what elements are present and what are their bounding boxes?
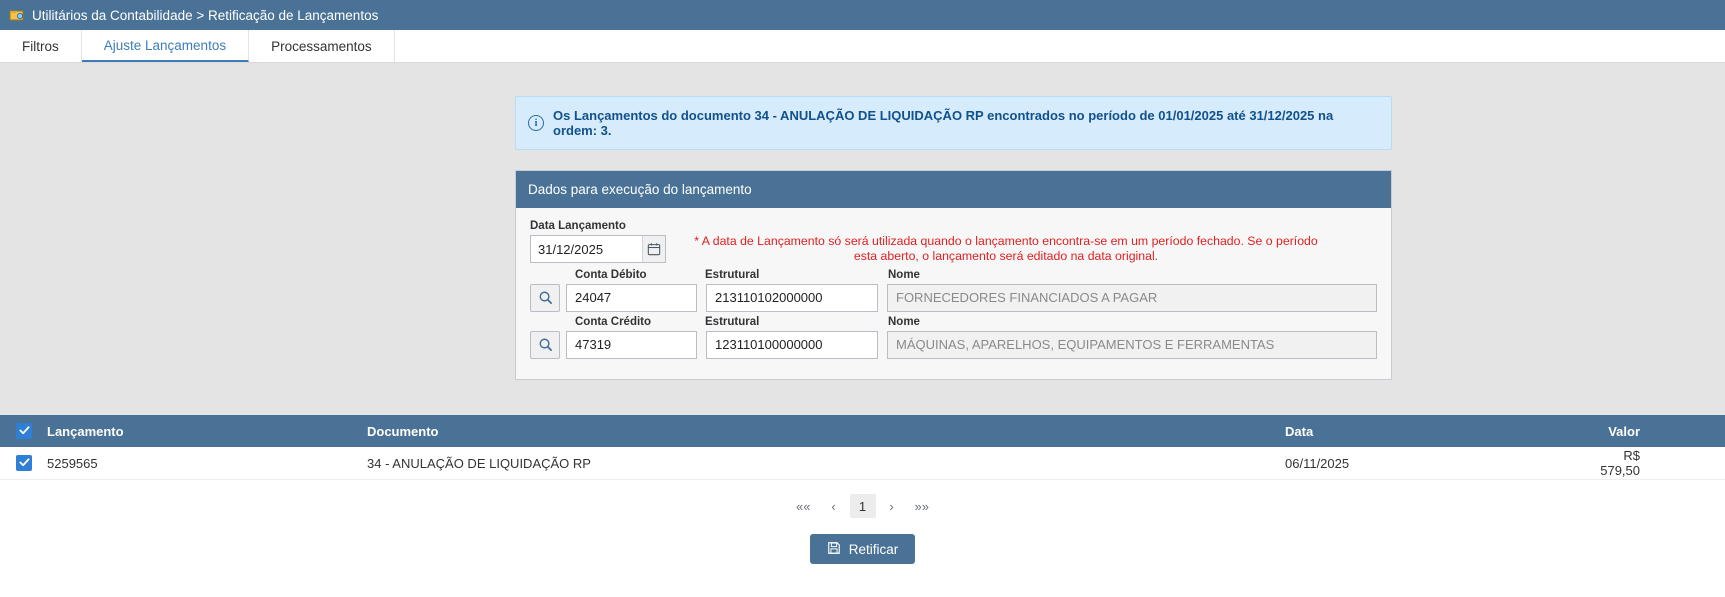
cell-lancamento: 5259565	[47, 455, 98, 471]
column-lancamento: Lançamento	[47, 423, 124, 439]
credit-conta-label: Conta Crédito	[575, 315, 652, 328]
search-icon[interactable]	[530, 331, 560, 359]
date-field	[530, 220, 670, 263]
action-bar	[0, 528, 1725, 564]
cell-data: 06/11/2025	[1285, 455, 1350, 471]
tab-ajuste-lancamentos-label: Ajuste Lançamentos	[103, 37, 227, 53]
column-valor: Valor	[1608, 423, 1640, 439]
debit-conta-input[interactable]	[566, 284, 697, 312]
cell-documento: 34 - ANULAÇÃO DE LIQUIDAÇÃO RP	[367, 455, 591, 471]
title-bar	[0, 0, 1725, 30]
info-alert-message: Os Lançamentos do documento 34 - ANULAÇÃO DE LIQUIDAÇÃO RP encontrados no período de 01/01/2025 até 31/12/2025 na ordem: 3.	[553, 108, 1334, 138]
debit-headers	[530, 269, 1377, 284]
select-all-cell	[0, 423, 47, 440]
debit-account-block	[530, 269, 1377, 312]
calendar-icon[interactable]	[642, 236, 665, 262]
retificar-button-label: Retificar	[848, 541, 899, 557]
date-input-wrap	[530, 235, 666, 263]
panel-body	[516, 208, 1391, 379]
content-column	[515, 96, 1392, 380]
save-icon	[827, 541, 841, 558]
credit-estrutural-input[interactable]	[706, 331, 878, 359]
info-alert	[515, 96, 1392, 150]
debit-estrutural-input[interactable]	[706, 284, 878, 312]
debit-nome-label: Nome	[888, 268, 920, 281]
date-row	[530, 220, 1377, 265]
execution-data-panel	[515, 170, 1392, 380]
credit-nome-label: Nome	[888, 315, 920, 328]
tab-processamentos-label: Processamentos	[271, 38, 372, 54]
retificar-button[interactable]	[810, 534, 916, 564]
page-body	[0, 63, 1725, 415]
tab-processamentos[interactable]	[249, 30, 395, 62]
credit-nome-input	[887, 331, 1377, 359]
pagination-next[interactable]: ›	[889, 498, 894, 514]
tab-filtros[interactable]	[0, 30, 82, 62]
date-input[interactable]	[531, 236, 642, 262]
pagination-last[interactable]: »»	[914, 498, 929, 514]
column-documento: Documento	[367, 423, 439, 439]
credit-account-block	[530, 316, 1377, 359]
info-icon: i	[528, 115, 544, 131]
app-icon	[8, 6, 26, 24]
tab-filtros-label: Filtros	[22, 38, 59, 54]
tab-ajuste-lancamentos[interactable]	[82, 30, 249, 62]
panel-title: Dados para execução do lançamento	[516, 171, 1391, 208]
credit-conta-input[interactable]	[566, 331, 697, 359]
cell-valor: R$ 579,50	[1600, 448, 1640, 478]
credit-row	[530, 331, 1377, 359]
debit-estrutural-label: Estrutural	[705, 268, 760, 281]
date-label: Data Lançamento	[530, 220, 626, 232]
select-all-checkbox[interactable]	[16, 423, 32, 439]
credit-estrutural-label: Estrutural	[705, 315, 760, 328]
column-data: Data	[1285, 423, 1314, 439]
table-row[interactable]	[0, 447, 1725, 480]
debit-row	[530, 284, 1377, 312]
pagination-page-1[interactable]: 1	[850, 494, 876, 518]
credit-headers	[530, 316, 1377, 331]
debit-conta-label: Conta Débito	[575, 268, 647, 281]
breadcrumb: Utilitários da Contabilidade > Retificação de Lançamentos	[32, 7, 379, 23]
table-header-row	[0, 415, 1725, 447]
pagination-first[interactable]: ««	[796, 498, 811, 514]
date-warning-text: * A data de Lançamento só será utilizada quando o lançamento encontra-se em um período fechado. Se o período esta aberto, o lançamento será editado na data original.	[694, 234, 1318, 264]
pagination-prev[interactable]: ‹	[831, 498, 836, 514]
tab-bar	[0, 30, 1725, 63]
results-table	[0, 415, 1725, 480]
row-checkbox[interactable]	[16, 455, 32, 471]
search-icon[interactable]	[530, 284, 560, 312]
pagination	[0, 480, 1725, 528]
debit-nome-input	[887, 284, 1377, 312]
row-select-cell	[0, 455, 47, 472]
